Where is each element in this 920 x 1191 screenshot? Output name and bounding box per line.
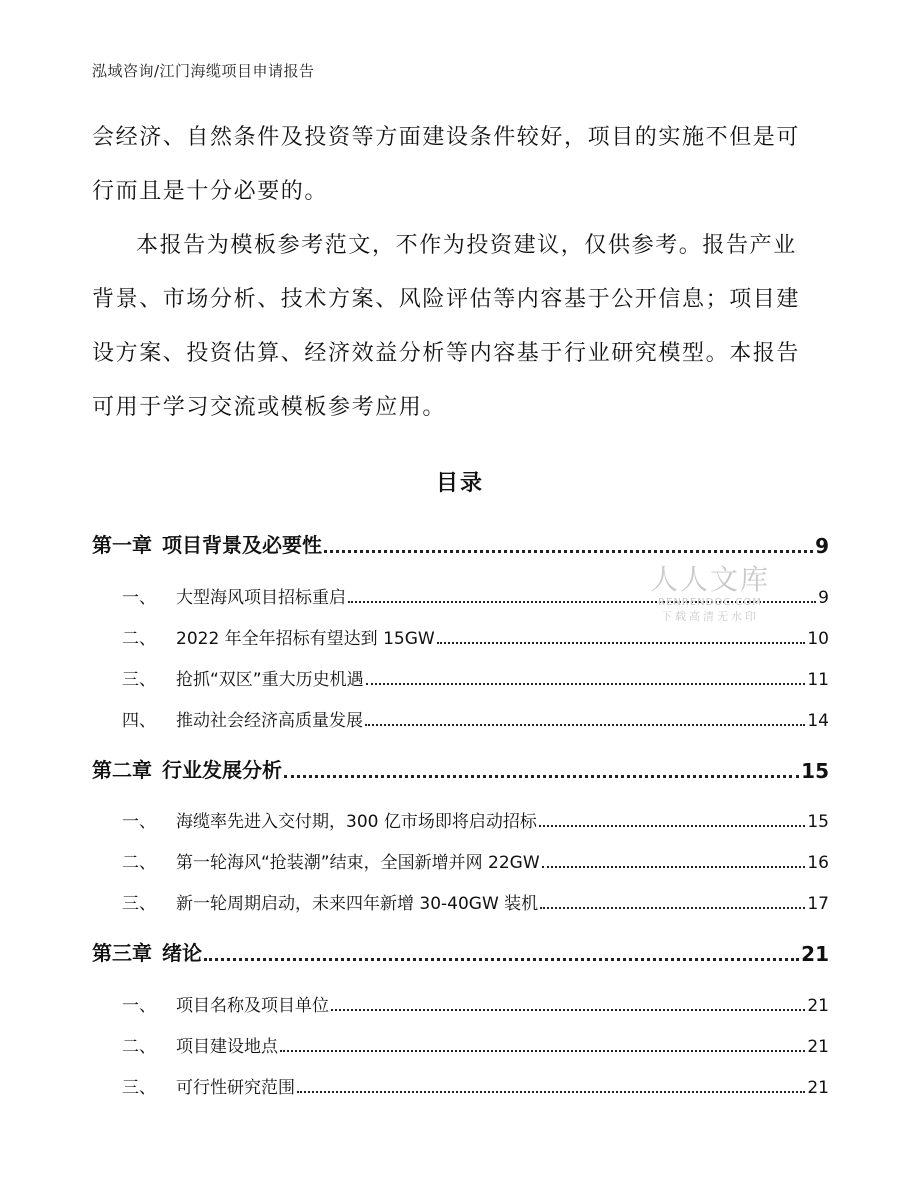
toc-page: 15	[801, 759, 829, 783]
toc-section[interactable]	[92, 990, 829, 1016]
toc-number: 一、	[122, 588, 156, 608]
toc-page: 21	[807, 996, 829, 1016]
paragraph-line: 设方案、投资估算、经济效益分析等内容基于行业研究模型。本报告	[92, 341, 801, 366]
paragraph-1	[92, 111, 832, 219]
toc-chapter-1[interactable]	[92, 530, 829, 558]
toc-leader	[366, 683, 806, 685]
toc-title-text: 项目名称及项目单位	[176, 996, 329, 1016]
toc-leader	[297, 1091, 805, 1093]
toc-chapter-2[interactable]	[92, 755, 829, 783]
running-header: 泓域咨询/江门海缆项目申请报告	[92, 62, 315, 80]
toc-number: 二、	[122, 1037, 156, 1057]
toc-title-text: 新一轮周期启动，未来四年新增 30-40GW 装机	[176, 894, 539, 914]
paragraph-line: 会经济、自然条件及投资等方面建设条件较好，项目的实施不但是可	[92, 125, 801, 150]
toc-page: 9	[818, 588, 829, 608]
toc-number: 第一章	[92, 533, 152, 557]
paragraph-line: 行而且是十分必要的。	[92, 179, 329, 204]
toc-leader	[331, 1009, 805, 1011]
toc-title: 目录	[435, 471, 484, 496]
toc-number: 第三章	[92, 941, 152, 965]
toc-number: 第二章	[92, 758, 152, 782]
paragraph-line: 背景、市场分析、技术方案、风险评估等内容基于公开信息；项目建	[92, 287, 801, 312]
watermark	[640, 564, 780, 624]
toc-page: 21	[807, 1037, 829, 1057]
toc-leader	[204, 958, 799, 961]
toc-number: 三、	[122, 1078, 156, 1098]
toc-number: 一、	[122, 812, 156, 832]
toc-number: 二、	[122, 853, 156, 873]
paragraph-2	[92, 219, 832, 435]
toc-title-text: 推动社会经济高质量发展	[176, 711, 363, 731]
toc-number: 二、	[122, 629, 156, 649]
toc-title-text: 项目建设地点	[176, 1037, 278, 1057]
toc-page: 16	[807, 853, 829, 873]
toc-leader	[542, 866, 806, 868]
toc-section[interactable]	[92, 1031, 829, 1057]
toc-title-text: 行业发展分析	[162, 758, 282, 782]
toc-number: 四、	[122, 711, 156, 731]
toc-title-text: 可行性研究范围	[176, 1078, 295, 1098]
toc-section[interactable]	[92, 705, 829, 731]
toc-page: 11	[807, 670, 829, 690]
toc-section[interactable]	[92, 1072, 829, 1098]
toc-page: 17	[807, 894, 829, 914]
toc-number: 三、	[122, 670, 156, 690]
toc-title-text: 绪论	[162, 941, 202, 965]
toc-section[interactable]	[92, 806, 829, 832]
toc-page: 9	[815, 534, 829, 558]
toc-number: 一、	[122, 996, 156, 1016]
toc-section[interactable]	[92, 623, 829, 649]
toc-page: 10	[807, 629, 829, 649]
watermark-subtitle: 下载高清无水印	[661, 610, 759, 623]
toc-page: 21	[801, 942, 829, 966]
toc-leader	[284, 775, 799, 778]
toc-page: 14	[807, 711, 829, 731]
toc-section[interactable]	[92, 847, 829, 873]
toc-title-text: 项目背景及必要性	[162, 533, 322, 557]
toc-number: 三、	[122, 894, 156, 914]
toc-leader	[539, 825, 806, 827]
toc-leader	[540, 907, 805, 909]
toc-leader	[280, 1050, 805, 1052]
toc-title-text: 抢抓“双区”重大历史机遇	[176, 670, 364, 690]
toc-title-text: 海缆率先进入交付期，300 亿市场即将启动招标	[176, 812, 537, 832]
watermark-url: RENRENDOC.COM	[658, 597, 762, 608]
paragraph-line: 本报告为模板参考范文，不作为投资建议，仅供参考。报告产业	[136, 233, 797, 258]
toc-section[interactable]	[92, 664, 829, 690]
toc-leader	[324, 550, 813, 553]
toc-chapter-3[interactable]	[92, 938, 829, 966]
toc-title-text: 第一轮海风“抢装潮”结束，全国新增并网 22GW	[176, 853, 540, 873]
toc-section[interactable]	[92, 888, 829, 914]
toc-page: 21	[807, 1078, 829, 1098]
toc-title-text: 大型海风项目招标重启	[176, 588, 346, 608]
watermark-logo-text: 人人文库	[649, 563, 770, 596]
toc-page: 15	[807, 812, 829, 832]
toc-leader	[437, 642, 806, 644]
paragraph-line: 可用于学习交流或模板参考应用。	[92, 395, 447, 420]
toc-leader	[365, 724, 805, 726]
toc-title-text: 2022 年全年招标有望达到 15GW	[176, 629, 435, 649]
